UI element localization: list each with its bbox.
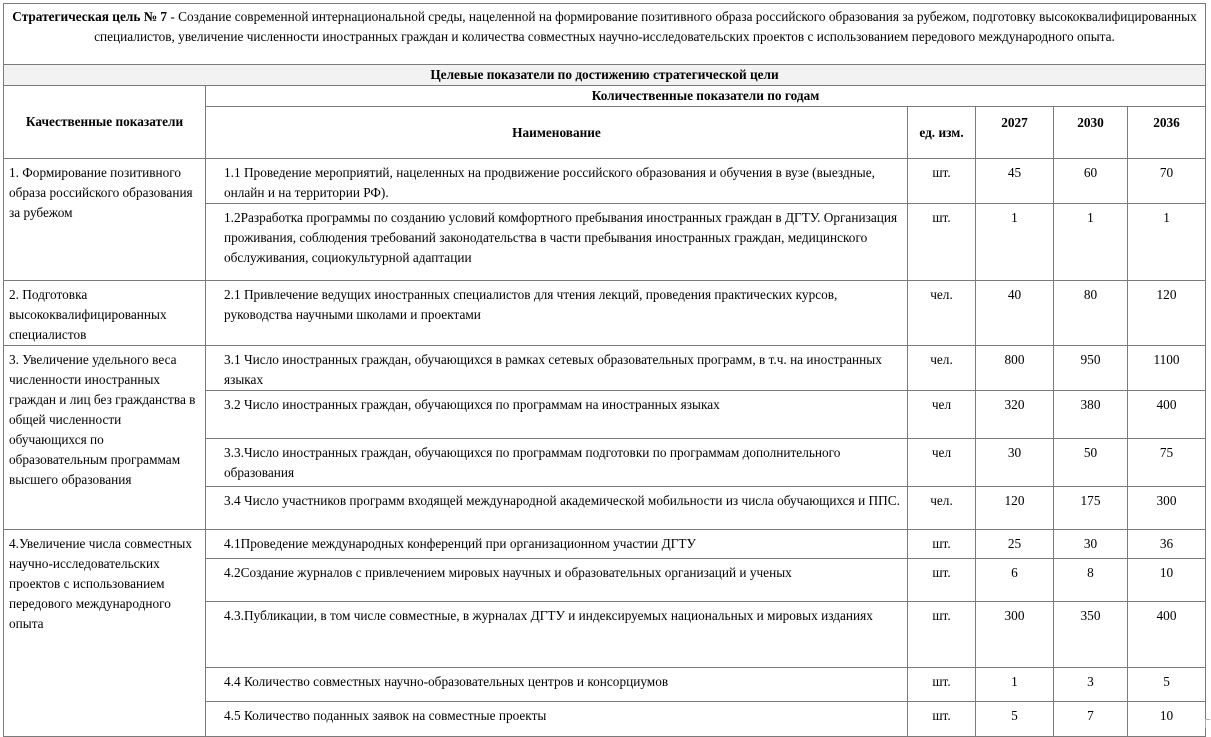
value-2036: 400	[1128, 602, 1206, 668]
unit-cell: шт.	[908, 559, 976, 602]
year-2030-header: 2030	[1054, 107, 1128, 159]
unit-cell: шт.	[908, 530, 976, 559]
unit-cell: чел	[908, 439, 976, 487]
name-header: Наименование	[206, 107, 908, 159]
indicator-name: 3.1 Число иностранных граждан, обучающихся в рамках сетевых образовательных программ, в т.ч. на иностранных языках	[206, 346, 908, 391]
value-2027: 1	[976, 668, 1054, 702]
value-2036: 10	[1128, 702, 1206, 737]
value-2027: 45	[976, 159, 1054, 204]
value-2036: 5	[1128, 668, 1206, 702]
value-2036: 120	[1128, 281, 1206, 346]
qualitative-indicator: 1. Формирование позитивного образа российского образования за рубежом	[4, 159, 206, 281]
header-row-1	[4, 86, 1206, 107]
value-2030: 1	[1054, 204, 1128, 281]
indicator-name: 4.3.Публикации, в том числе совместные, в журналах ДГТУ и индексируемых национальных и мировых изданиях	[206, 602, 908, 668]
indicator-name: 3.4 Число участников программ входящей международной академической мобильности из числа обучающихся и ППС.	[206, 487, 908, 530]
indicator-name: 4.2Создание журналов с привлечением мировых научных и образовательных организаций и ученых	[206, 559, 908, 602]
value-2027: 25	[976, 530, 1054, 559]
value-2036: 75	[1128, 439, 1206, 487]
table-row	[4, 530, 1206, 559]
unit-cell: шт.	[908, 702, 976, 737]
year-2027-header: 2027	[976, 107, 1054, 159]
qualitative-indicator: 2. Подготовка высококвалифицированных специалистов	[4, 281, 206, 346]
value-2030: 175	[1054, 487, 1128, 530]
unit-cell: чел.	[908, 281, 976, 346]
value-2036: 1100	[1128, 346, 1206, 391]
section-header-row	[4, 65, 1206, 86]
value-2030: 3	[1054, 668, 1128, 702]
strategic-goal-table	[3, 3, 1206, 737]
qualitative-indicator: 4.Увеличение числа совместных научно-исследовательских проектов с использованием передового международного опыта	[4, 530, 206, 737]
value-2036: 1	[1128, 204, 1206, 281]
value-2027: 40	[976, 281, 1054, 346]
unit-cell: шт.	[908, 602, 976, 668]
value-2030: 8	[1054, 559, 1128, 602]
year-2036-header: 2036	[1128, 107, 1206, 159]
indicator-name: 4.1Проведение международных конференций при организационном участии ДГТУ	[206, 530, 908, 559]
indicator-name: 1.1 Проведение мероприятий, нацеленных на продвижение российского образования и обучения в вузе (выездные, онлайн и на территории РФ).	[206, 159, 908, 204]
value-2030: 30	[1054, 530, 1128, 559]
value-2036: 300	[1128, 487, 1206, 530]
indicator-name: 3.3.Число иностранных граждан, обучающихся по программам подготовки по программам дополнительного образования	[206, 439, 908, 487]
value-2036: 10	[1128, 559, 1206, 602]
table-row	[4, 281, 1206, 346]
unit-cell: чел.	[908, 346, 976, 391]
value-2027: 800	[976, 346, 1054, 391]
value-2030: 350	[1054, 602, 1128, 668]
value-2036: 400	[1128, 391, 1206, 439]
value-2027: 120	[976, 487, 1054, 530]
value-2030: 950	[1054, 346, 1128, 391]
goal-label: Стратегическая цель № 7	[12, 9, 168, 24]
value-2027: 6	[976, 559, 1054, 602]
table-row	[4, 346, 1206, 391]
indicator-name: 2.1 Привлечение ведущих иностранных специалистов для чтения лекций, проведения практических курсов, руководства научными школами и проектами	[206, 281, 908, 346]
value-2030: 60	[1054, 159, 1128, 204]
value-2027: 300	[976, 602, 1054, 668]
value-2030: 380	[1054, 391, 1128, 439]
qualitative-indicator: 3. Увеличение удельного веса численности иностранных граждан и лиц без гражданства в общей численности обучающихся по образовательным программам высшего образования	[4, 346, 206, 530]
value-2027: 320	[976, 391, 1054, 439]
unit-cell: шт.	[908, 668, 976, 702]
unit-cell: шт.	[908, 204, 976, 281]
value-2030: 7	[1054, 702, 1128, 737]
unit-cell: шт.	[908, 159, 976, 204]
value-2027: 5	[976, 702, 1054, 737]
value-2036: 70	[1128, 159, 1206, 204]
table-corner-marker	[1205, 719, 1210, 728]
value-2027: 30	[976, 439, 1054, 487]
unit-cell: чел.	[908, 487, 976, 530]
value-2036: 36	[1128, 530, 1206, 559]
indicator-name: 4.5 Количество поданных заявок на совместные проекты	[206, 702, 908, 737]
indicator-name: 4.4 Количество совместных научно-образовательных центров и консорциумов	[206, 668, 908, 702]
unit-header: ед. изм.	[908, 107, 976, 159]
indicator-name: 3.2 Число иностранных граждан, обучающихся по программам на иностранных языках	[206, 391, 908, 439]
goal-text: - Создание современной интернациональной среды, нацеленной на формирование позитивного образа российского образования за рубежом, подготовку высококвалифицированных специалистов, увеличение численности иностранных граждан и количества совместных научно-исследовательских проектов с использованием передового международного опыта.	[94, 9, 1197, 44]
unit-cell: чел	[908, 391, 976, 439]
goal-row	[4, 4, 1206, 65]
goal-cell	[4, 4, 1206, 65]
value-2030: 80	[1054, 281, 1128, 346]
value-2027: 1	[976, 204, 1054, 281]
table-row	[4, 159, 1206, 204]
qualitative-header: Качественные показатели	[4, 86, 206, 159]
value-2030: 50	[1054, 439, 1128, 487]
quantitative-header: Количественные показатели по годам	[206, 86, 1206, 107]
indicator-name: 1.2Разработка программы по созданию условий комфортного пребывания иностранных граждан в ДГТУ. Организация проживания, соблюдения требований законодательства в части пребывания иностранных граждан, медицинского обслуживания, социокультурной адаптации	[206, 204, 908, 281]
section-header: Целевые показатели по достижению стратегической цели	[4, 65, 1206, 86]
